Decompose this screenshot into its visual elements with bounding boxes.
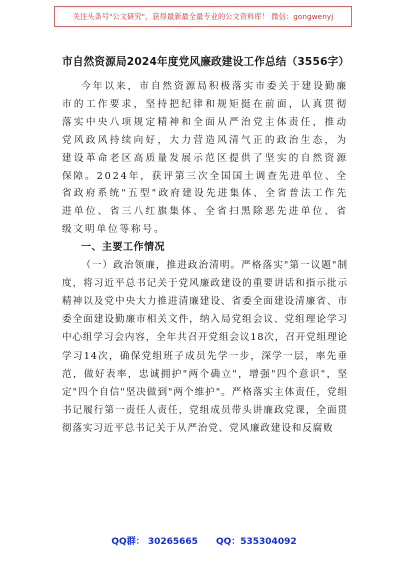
intro-paragraph: 今年以来，市自然资源局积极落实市委关于建设勤廉市的工作要求，坚持把纪律和规矩挺在前面，认真贯彻落实中央八项规定精神和全面从严治党主体责任，推动党风政风持续向好，大力营造风清气正的政治生态，为建设革命老区高质量发展示范区提供了坚实的自然资源保障。2024年，获评第三次全国国土调查先进单位、全省政府系统"五型"政府建设先进集体、全省普法工作先进单位、省三八红旗集体、全省扫黑除恶先进单位、省级文明单位等称号。 [62,81,348,236]
promo-banner-text: 关注头条号"公文研究"，获得最新最全最专业的公文资料库！ 微信：gongwenyj [72,11,334,21]
contact-footer [0,534,408,547]
qq-contact-text: QQ：535304092 [215,537,297,547]
promo-banner [54,6,352,27]
document-body [62,54,348,438]
section-paragraph: （一）政治领廉，推进政治清明。严格落实"第一议题"制度，将习近平总书记关于党风廉政建设的重要讲话和指示批示精神以及党中央大力推进清廉建设、省委全面建设清廉省、市委全面建设勤廉市相关文件，纳入局党组会议、党组理论学习中心组学习会内容，全年共召开党组会议18次，召开党组理论学习14次，确保党组班子成员先学一步，深学一层，率先垂范，做好表率，忠诚拥护"两个确立"，增强"四个意识"，坚定"四个自信"坚决做到"两个维护"。严格落实主体责任，党组书记履行第一责任人责任，党组成员带头讲廉政党课，全面贯彻落实习近平总书记关于从严治党、党风廉政建设和反腐败 [62,260,348,434]
section-heading: 一、主要工作情况 [81,242,165,254]
qq-group-text: QQ群： 30265665 [111,537,198,547]
document-title: 市自然资源局2024年度党风廉政建设工作总结（3556字） [62,56,350,68]
